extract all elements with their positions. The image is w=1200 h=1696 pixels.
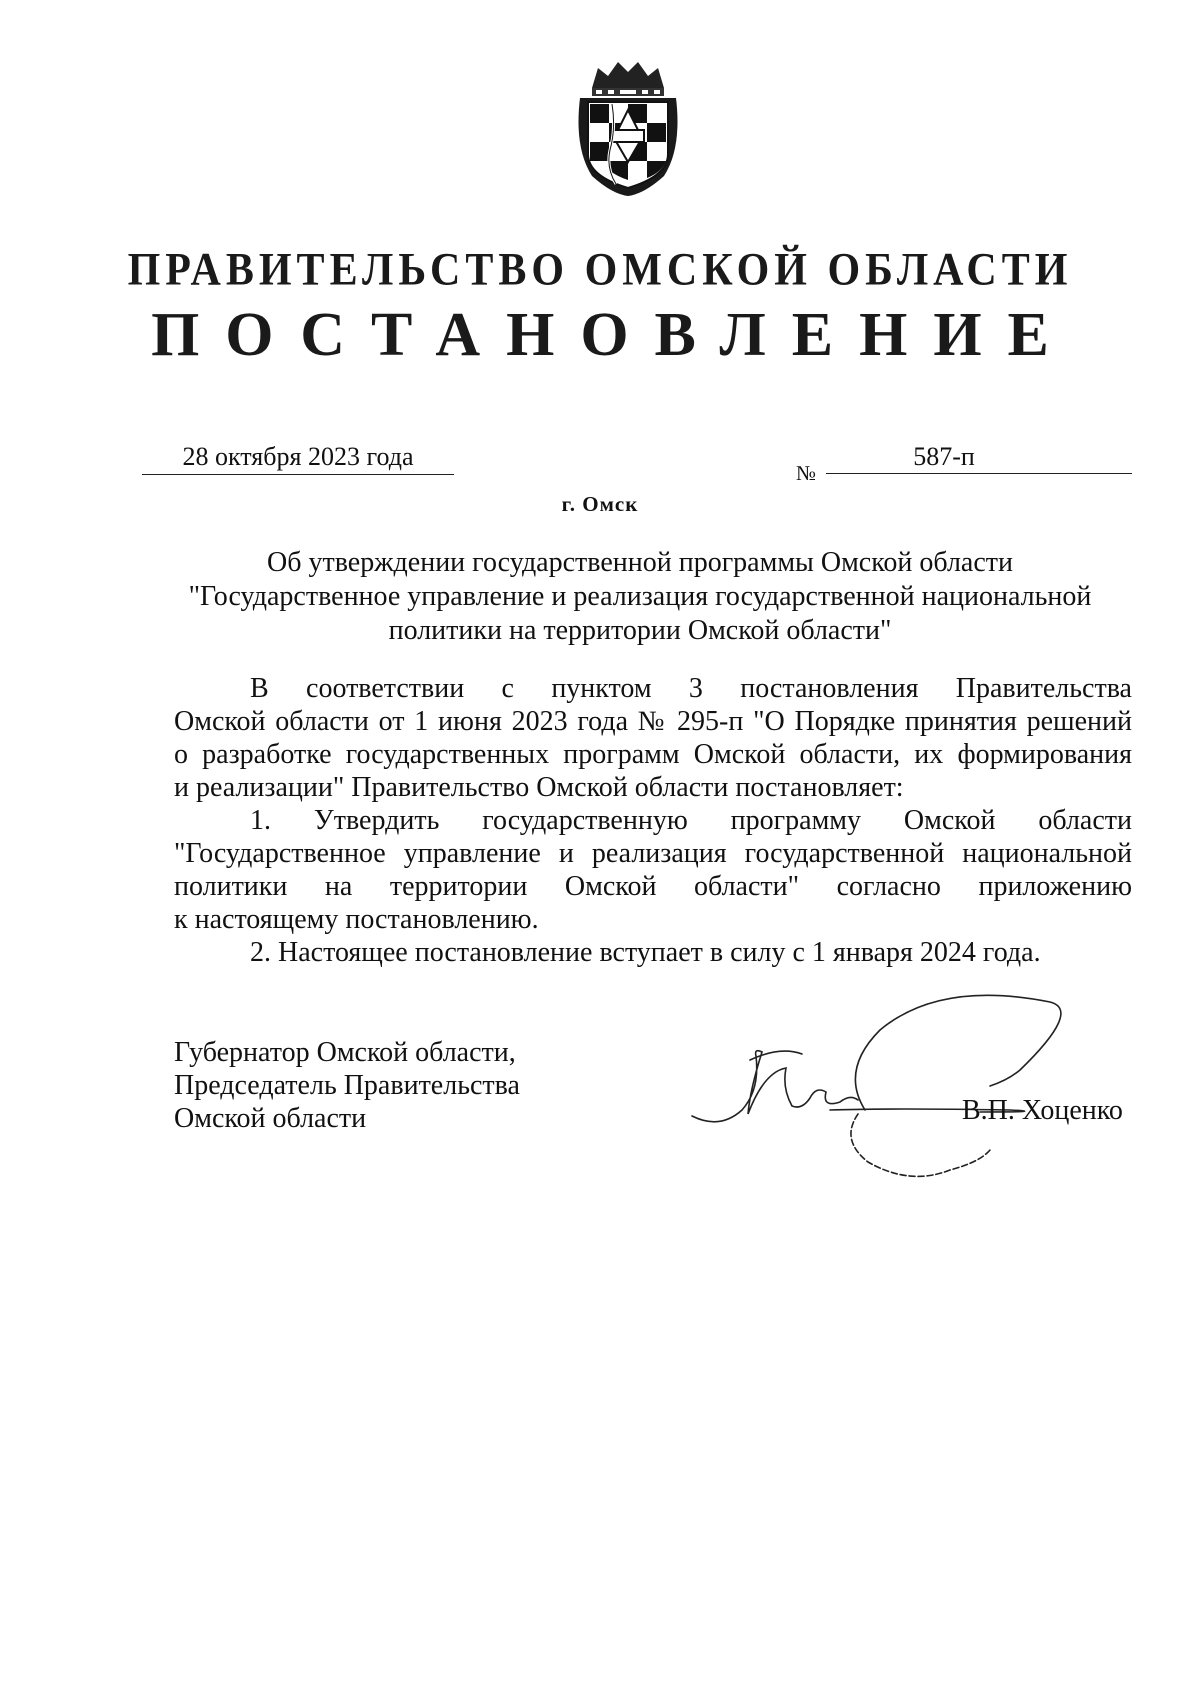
position-line: Губернатор Омской области, [174, 1037, 516, 1068]
city-line: г. Омск [561, 492, 639, 516]
document-number: 587-п [826, 440, 1132, 474]
item-1-line: "Государственное управление и реализация государственной национальной [174, 838, 1132, 869]
position-line: Председатель Правительства [174, 1070, 520, 1101]
document-type-title: ПОСТАНОВЛЕНИЕ [151, 301, 1075, 369]
handwritten-signature [690, 990, 1140, 1190]
item-2: 2. Настоящее постановление вступает в силу с 1 января 2024 года. [250, 937, 1041, 968]
preamble-line: Омской области от 1 июня 2023 года № 295-п "О Порядке принятия решений [174, 706, 1132, 737]
number-sign: № [796, 461, 817, 485]
position-line: Омской области [174, 1103, 367, 1134]
subject-line: "Государственное управление и реализация государственной национальной [188, 581, 1092, 612]
item-1-line: к настоящему постановлению. [174, 904, 539, 935]
item-1-line: 1. Утвердить государственную программу Омской области [250, 805, 1132, 836]
signatory-name: В.П. Хоценко [962, 1095, 1123, 1126]
subject-line: политики на территории Омской области" [388, 615, 892, 646]
document-date: 28 октября 2023 года [142, 440, 454, 475]
preamble-line: о разработке государственных программ Омской области, их формирования [174, 739, 1132, 770]
subject-line: Об утверждении государственной программы Омской области [267, 547, 1013, 578]
document-subject [170, 546, 1110, 648]
preamble-line: и реализации" Правительство Омской области постановляет: [174, 772, 904, 803]
item-1-line: политики на территории Омской области" согласно приложению [174, 871, 1132, 902]
preamble-line: В соответствии с пунктом 3 постановления Правительства [250, 673, 1132, 704]
document-body [174, 672, 1132, 969]
signatory-position [174, 1036, 520, 1135]
organization-name: ПРАВИТЕЛЬСТВО ОМСКОЙ ОБЛАСТИ [127, 244, 1073, 296]
coat-of-arms-icon [572, 58, 684, 198]
